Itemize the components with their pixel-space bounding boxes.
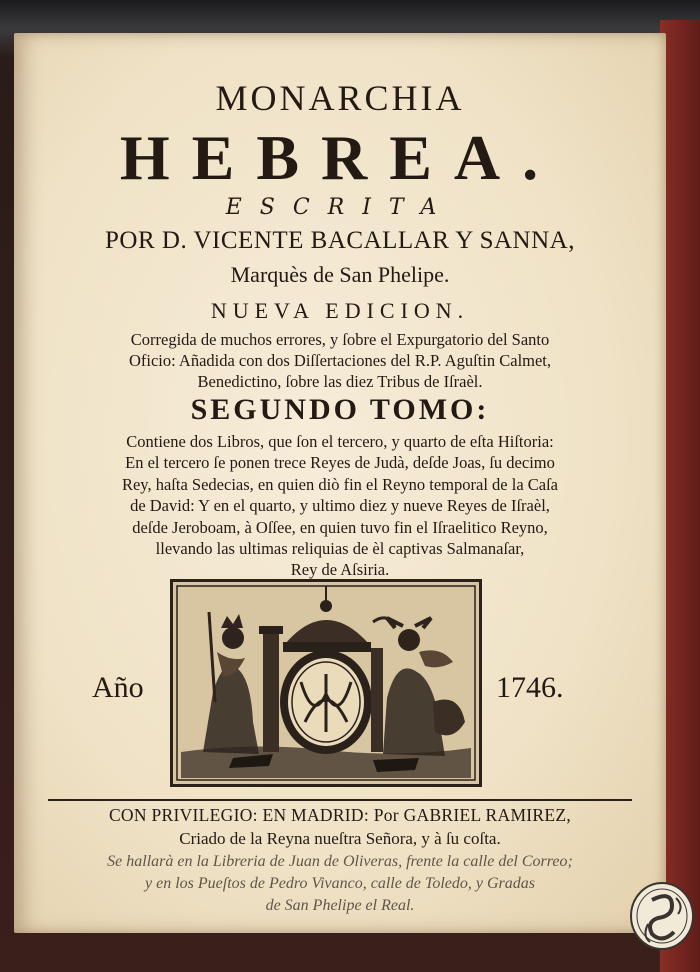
volume-contents-line: deſde Jeroboam, à Oſſee, en quien tuvo fin el Iſraelitico Reyno, xyxy=(132,517,548,537)
imprint-line-1: CON PRIVILEGIO: EN MADRID: Por GABRIEL RAMIREZ, xyxy=(108,805,572,825)
volume-contents-line: llevando las ultimas reliquias de èl captivas Salmanaſar, xyxy=(155,539,525,559)
volume-heading: SEGUNDO TOMO: xyxy=(190,393,490,426)
binding-edge xyxy=(660,20,700,972)
title-line-1: MONARCHIA xyxy=(215,78,465,118)
title-page xyxy=(14,33,666,933)
volume-contents-line: Contiene dos Libros, que ſon el tercero, y quarto de eſta Hiſtoria: xyxy=(126,432,554,451)
volume-contents-line: Rey, haſta Sedecias, en quien diò fin el Reyno temporal de la Caſa xyxy=(121,474,559,494)
author-line: POR D. VICENTE BACALLAR Y SANNA, xyxy=(105,227,575,254)
imprint-bookseller-line: y en los Pueſtos de Pedro Vivanco, calle de Toledo, y Gradas xyxy=(145,875,535,892)
volume-contents-line: de David: Y en el quarto, y ultimo diez y nueve Reyes de Iſraèl, xyxy=(130,496,550,516)
edition-description-line: Oficio: Añadida con dos Diſſertaciones del R.P. Aguſtin Calmet, xyxy=(128,351,552,370)
edition-description-line: Benedictino, ſobre las diez Tribus de Iſraèl. xyxy=(197,372,483,391)
edition-description-line: Corregida de muchos errores, y ſobre el Expurgatorio del Santo xyxy=(130,330,550,349)
edition-description xyxy=(14,329,666,392)
edition-line: NUEVA EDICION. xyxy=(210,298,470,323)
imprint-bookseller-line: Se hallarà en la Libreria de Juan de Oliveras, frente la calle del Correo; xyxy=(107,853,573,870)
title-line-3: ESCRITA xyxy=(225,195,455,220)
dealer-stamp-icon xyxy=(628,880,696,952)
printer-device-woodcut-icon xyxy=(170,579,482,787)
title-line-2: HEBREA. xyxy=(119,122,561,193)
imprint-bookseller xyxy=(14,851,666,917)
stamp-art xyxy=(628,880,696,952)
author-title: Marquès de San Phelipe. xyxy=(230,262,450,287)
imprint-bookseller-line: de San Phelipe el Real. xyxy=(265,897,415,914)
volume-contents-line: En el tercero ſe ponen trece Reyes de Judà, deſde Joas, ſu decimo xyxy=(125,453,555,473)
year-number: 1746. xyxy=(496,671,564,704)
volume-contents xyxy=(14,431,666,581)
volume-contents-line: Rey de Aſsiria. xyxy=(290,560,390,580)
imprint-line-2: Criado de la Reyna nueſtra Señora, y à ſu coſta. xyxy=(179,829,501,848)
imprint-rule xyxy=(48,799,632,801)
woodcut-art xyxy=(173,582,479,784)
year-word: Año xyxy=(92,671,144,704)
